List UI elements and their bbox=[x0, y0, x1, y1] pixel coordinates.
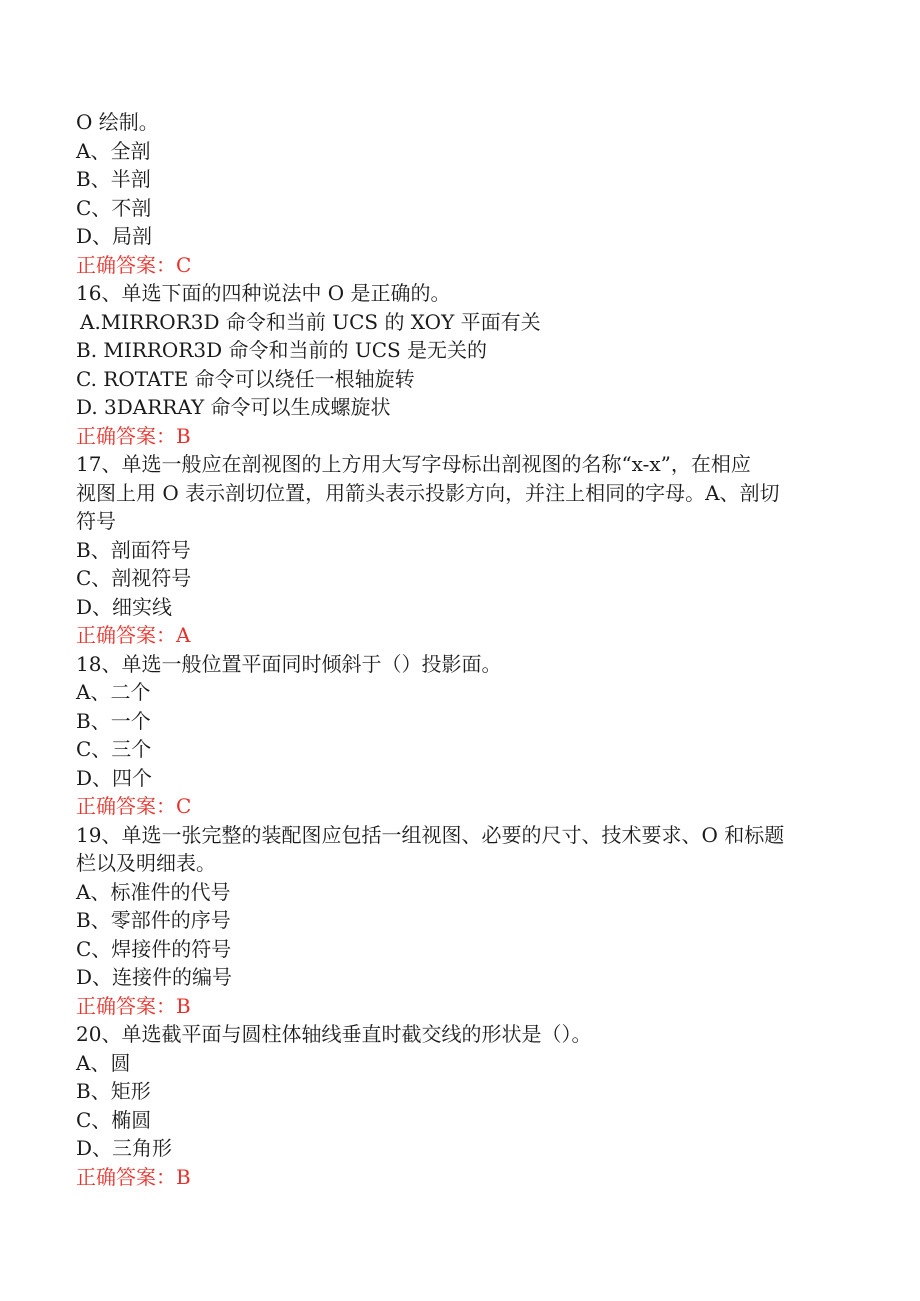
text-line: C. ROTATE 命令可以绕任一根轴旋转 bbox=[76, 366, 415, 391]
text-line: A、全剖 bbox=[76, 138, 151, 163]
answer-value: C bbox=[176, 252, 192, 277]
text-line: C、椭圆 bbox=[76, 1107, 152, 1132]
answer-label: 正确答案： bbox=[76, 794, 176, 818]
answer-label: 正确答案： bbox=[76, 252, 176, 277]
text-line: O 绘制。 bbox=[76, 110, 159, 134]
answer-value: C bbox=[176, 794, 192, 818]
text-line: B、矩形 bbox=[76, 1079, 151, 1103]
text-line: 视图上用 O 表示剖切位置，用箭头表示投影方向，并注上相同的字母。A、剖切 bbox=[76, 480, 780, 505]
answer-line bbox=[76, 792, 846, 821]
answer-line bbox=[76, 992, 846, 1021]
text-line: B、剖面符号 bbox=[76, 537, 191, 562]
text-line: C、三个 bbox=[76, 737, 152, 761]
text-line: 20、单选截平面与圆柱体轴线垂直时截交线的形状是（）。 bbox=[76, 1022, 592, 1046]
answer-value: A bbox=[176, 623, 191, 647]
answer-line bbox=[76, 1163, 846, 1192]
answer-value: B bbox=[176, 1164, 191, 1189]
answer-line bbox=[76, 422, 846, 451]
text-line: B、零部件的序号 bbox=[76, 908, 231, 932]
text-line: 18、单选一般位置平面同时倾斜于（）投影面。 bbox=[76, 651, 502, 676]
text-line: A、圆 bbox=[76, 1050, 131, 1075]
text-line: B、一个 bbox=[76, 708, 151, 733]
text-line: 16、单选下面的四种说法中 O 是正确的。 bbox=[76, 281, 451, 305]
text-line: B. MIRROR3D 命令和当前的 UCS 是无关的 bbox=[76, 338, 488, 362]
answer-label: 正确答案： bbox=[76, 423, 176, 448]
text-line: 19、单选一张完整的装配图应包括一组视图、必要的尺寸、技术要求、O 和标题 bbox=[76, 822, 785, 847]
text-line: C、剖视符号 bbox=[76, 566, 192, 590]
text-line: D、连接件的编号 bbox=[76, 965, 233, 989]
answer-value: B bbox=[176, 993, 191, 1018]
answer-line bbox=[76, 251, 846, 280]
text-line: D、局剖 bbox=[76, 224, 153, 248]
text-line: D、三角形 bbox=[76, 1136, 173, 1160]
text-line: D、细实线 bbox=[76, 594, 173, 619]
answer-label: 正确答案： bbox=[76, 623, 176, 647]
text-line: C、不剖 bbox=[76, 195, 152, 220]
text-line: D、四个 bbox=[76, 765, 153, 790]
text-line: A、标准件的代号 bbox=[76, 879, 231, 904]
answer-value: B bbox=[176, 423, 191, 448]
answer-label: 正确答案： bbox=[76, 993, 176, 1018]
text-line: C、焊接件的符号 bbox=[76, 936, 232, 961]
text-line: A.MIRROR3D 命令和当前 UCS 的 XOY 平面有关 bbox=[80, 309, 541, 334]
answer-label: 正确答案： bbox=[76, 1164, 176, 1189]
text-line: A、二个 bbox=[76, 680, 151, 704]
text-line: 符号 bbox=[76, 509, 116, 533]
text-line: 17、单选一般应在剖视图的上方用大写字母标出剖视图的名称“x-x”，在相应 bbox=[76, 452, 751, 476]
document-page bbox=[76, 108, 846, 1191]
text-line: 栏以及明细表。 bbox=[76, 851, 216, 875]
answer-line bbox=[76, 621, 846, 650]
text-line: D. 3DARRAY 命令可以生成螺旋状 bbox=[76, 395, 391, 419]
text-line: B、半剖 bbox=[76, 167, 151, 191]
